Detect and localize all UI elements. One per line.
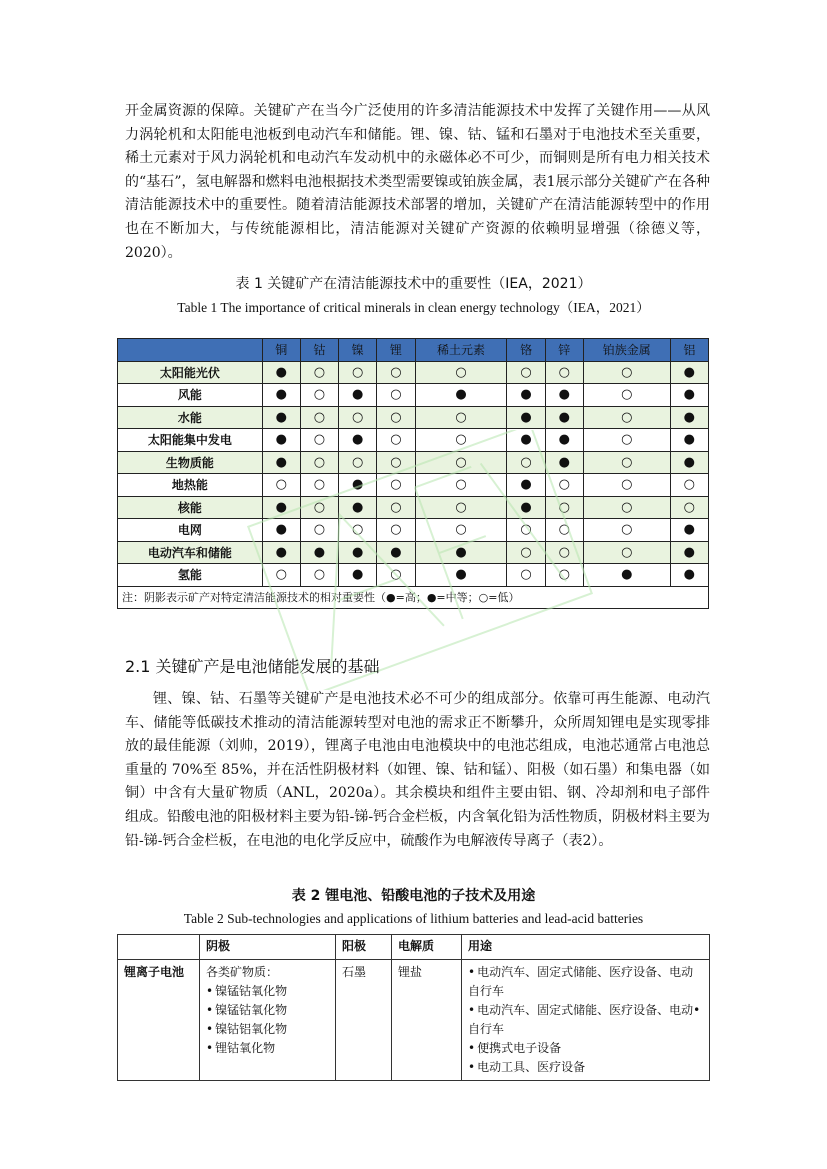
- importance-cell: ○: [545, 564, 583, 587]
- row-label: 电网: [118, 519, 263, 542]
- table-1-col-header: 铂族金属: [583, 339, 670, 362]
- table-1-col-header: 锌: [545, 339, 583, 362]
- importance-cell: ●: [262, 406, 300, 429]
- importance-cell: ○: [583, 474, 670, 497]
- importance-cell: ○: [300, 429, 338, 452]
- importance-cell: ●: [339, 384, 377, 407]
- importance-cell: ○: [545, 496, 583, 519]
- importance-cell: ●: [507, 474, 545, 497]
- table-1-corner: [118, 339, 263, 362]
- importance-cell: ○: [300, 519, 338, 542]
- importance-cell: ○: [583, 541, 670, 564]
- importance-cell: ●: [670, 384, 708, 407]
- importance-cell: ●: [670, 406, 708, 429]
- importance-cell: ○: [300, 406, 338, 429]
- importance-cell: ●: [415, 541, 507, 564]
- table-2-col-header: 用途: [462, 935, 710, 960]
- row-label: 风能: [118, 384, 263, 407]
- importance-cell: ●: [507, 384, 545, 407]
- row-label: 氢能: [118, 564, 263, 587]
- importance-cell: ○: [545, 361, 583, 384]
- importance-cell: ○: [377, 496, 415, 519]
- importance-cell: ○: [583, 429, 670, 452]
- row-label: 电动汽车和储能: [118, 541, 263, 564]
- cathode-item: • 镍钴铝氧化物: [206, 1020, 329, 1039]
- table-row: [118, 429, 709, 452]
- importance-cell: ●: [507, 429, 545, 452]
- importance-cell: ●: [670, 361, 708, 384]
- importance-cell: ○: [583, 361, 670, 384]
- importance-cell: ●: [300, 541, 338, 564]
- importance-cell: ○: [377, 474, 415, 497]
- body-paragraph-2: 锂、镍、钴、石墨等关键矿产是电池技术必不可少的组成部分。依靠可再生能源、电动汽车、储能等低碳技术推动的清洁能源转型对电池的需求正不断攀升，众所周知锂电是实现零排放的最佳能源（刘帅，2019），锂离子电池由电池模块中的电池芯组成，电池芯通常占电池总重量的 70%至 85%，并在活性阴极材料（如锂、镍、钴和锰）、阳极（如石墨）和集电器（如铜）中含有大量矿物质（ANL，2020a）。其余模块和组件主要由铝、钢、冷却剂和电子部件组成。铅酸电池的阳极材料主要为铅-锑-钙合金栏板，内含氧化铅为活性物质，阴极材料主要为铅-锑-钙合金栏板，在电池的电化学反应中，硫酸作为电解液传导离子（表2）。: [125, 691, 710, 849]
- table-2-caption-zh: 表 2 锂电池、铅酸电池的子技术及用途: [291, 888, 536, 904]
- importance-cell: ●: [339, 541, 377, 564]
- importance-cell: ○: [300, 496, 338, 519]
- row-label: 核能: [118, 496, 263, 519]
- importance-cell: ●: [670, 541, 708, 564]
- use-item: • 电动工具、医疗设备: [468, 1058, 703, 1077]
- importance-cell: ●: [507, 406, 545, 429]
- importance-cell: ○: [300, 451, 338, 474]
- importance-cell: ●: [339, 474, 377, 497]
- importance-cell: ○: [545, 541, 583, 564]
- importance-cell: ●: [545, 406, 583, 429]
- importance-cell: ○: [377, 519, 415, 542]
- table-1-header-row: [118, 339, 709, 362]
- cathode-item: • 锂钴氧化物: [206, 1039, 329, 1058]
- table-1-col-header: 稀土元素: [415, 339, 507, 362]
- importance-cell: ○: [415, 519, 507, 542]
- importance-cell: ●: [262, 429, 300, 452]
- table-1: [117, 338, 709, 609]
- importance-cell: ●: [339, 564, 377, 587]
- use-item: • 电动汽车、固定式储能、医疗设备、电动自行车: [468, 963, 703, 1001]
- row-label: 水能: [118, 406, 263, 429]
- row-label: 太阳能光伏: [118, 361, 263, 384]
- importance-cell: ●: [670, 519, 708, 542]
- importance-cell: ●: [377, 541, 415, 564]
- importance-cell: ○: [415, 429, 507, 452]
- row-label: 地热能: [118, 474, 263, 497]
- importance-cell: ●: [339, 429, 377, 452]
- importance-cell: ○: [583, 384, 670, 407]
- importance-cell: ○: [583, 519, 670, 542]
- importance-cell: ○: [300, 384, 338, 407]
- table-row: [118, 564, 709, 587]
- importance-cell: ○: [377, 564, 415, 587]
- table-1-col-header: 铝: [670, 339, 708, 362]
- table-1-caption-en: Table 1 The importance of critical minerals in clean energy technology（IEA，2021）: [177, 300, 650, 315]
- importance-cell: ●: [545, 384, 583, 407]
- body-paragraph-1: 开金属资源的保障。关键矿产在当今广泛使用的许多清洁能源技术中发挥了关键作用——从风力涡轮机和太阳能电池板到电动汽车和储能。锂、镍、钴、锰和石墨对于电池技术至关重要，稀土元素对于风力涡轮机和电动汽车发动机中的永磁体必不可少，而铜则是所有电力相关技术的“基石”，氢电解器和燃料电池根据技术类型需要镍或铂族金属，表1展示部分关键矿产在各种清洁能源技术中的重要性。随着清洁能源技术部署的增加，关键矿产在清洁能源转型中的作用也在不断加大，与传统能源相比，清洁能源对关键矿产资源的依赖明显增强（徐德义等，2020）。: [125, 103, 710, 261]
- importance-cell: ○: [670, 474, 708, 497]
- importance-cell: ●: [670, 451, 708, 474]
- importance-cell: ○: [377, 406, 415, 429]
- anode-cell: 石墨: [336, 960, 392, 1081]
- importance-cell: ○: [415, 406, 507, 429]
- table-2-header-row: [118, 935, 710, 960]
- importance-cell: ○: [545, 474, 583, 497]
- importance-cell: ○: [583, 406, 670, 429]
- table-2: [117, 934, 710, 1081]
- importance-cell: ○: [300, 474, 338, 497]
- cathode-intro: 各类矿物质：: [206, 965, 279, 979]
- table-1-caption-zh: 表 1 关键矿产在清洁能源技术中的重要性（IEA，2021）: [235, 276, 592, 292]
- importance-cell: ○: [262, 564, 300, 587]
- cathode-cell: [200, 960, 336, 1081]
- table-row: [118, 960, 710, 1081]
- section-heading: 2.1 关键矿产是电池储能发展的基础: [125, 657, 380, 676]
- importance-cell: ●: [415, 384, 507, 407]
- table-row: [118, 451, 709, 474]
- importance-cell: ●: [262, 384, 300, 407]
- use-item: • 电动汽车、固定式储能、医疗设备、电动•自行车: [468, 1001, 703, 1039]
- table-1-col-header: 铜: [262, 339, 300, 362]
- importance-cell: ○: [507, 451, 545, 474]
- table-1-col-header: 锂: [377, 339, 415, 362]
- importance-cell: ○: [415, 474, 507, 497]
- importance-cell: ○: [415, 496, 507, 519]
- importance-cell: ●: [262, 496, 300, 519]
- table-row: [118, 406, 709, 429]
- importance-cell: ●: [507, 496, 545, 519]
- table-2-caption-en: Table 2 Sub-technologies and applications of lithium batteries and lead-acid batteries: [183, 911, 644, 926]
- importance-cell: ○: [583, 496, 670, 519]
- table-row: [118, 384, 709, 407]
- importance-cell: ○: [339, 406, 377, 429]
- importance-cell: ○: [507, 541, 545, 564]
- electrolyte-cell: 锂盐: [392, 960, 462, 1081]
- uses-list: [468, 963, 703, 1077]
- importance-cell: ○: [300, 361, 338, 384]
- importance-cell: ○: [300, 564, 338, 587]
- table-2-corner: [118, 935, 200, 960]
- table-1-col-header: 镍: [339, 339, 377, 362]
- importance-cell: ○: [377, 451, 415, 474]
- table-2-col-header: 阴极: [200, 935, 336, 960]
- table-row: [118, 519, 709, 542]
- importance-cell: ○: [415, 361, 507, 384]
- importance-cell: ○: [262, 474, 300, 497]
- importance-cell: ●: [545, 451, 583, 474]
- table-1-col-header: 钴: [300, 339, 338, 362]
- importance-cell: ○: [377, 361, 415, 384]
- table-2-col-header: 阳极: [336, 935, 392, 960]
- table-row: [118, 474, 709, 497]
- importance-cell: ●: [262, 451, 300, 474]
- importance-cell: ●: [262, 519, 300, 542]
- cathode-item: • 镍锰钴氧化物: [206, 982, 329, 1001]
- row-label: 锂离子电池: [118, 960, 200, 1081]
- importance-cell: ○: [670, 496, 708, 519]
- importance-cell: ●: [262, 361, 300, 384]
- table-1-note-row: [118, 586, 709, 608]
- importance-cell: ●: [670, 429, 708, 452]
- table-row: [118, 496, 709, 519]
- importance-cell: ○: [339, 519, 377, 542]
- importance-cell: ○: [507, 564, 545, 587]
- importance-cell: ○: [377, 384, 415, 407]
- use-item: • 便携式电子设备: [468, 1039, 703, 1058]
- table-1-note: 注：阴影表示矿产对特定清洁能源技术的相对重要性（●=高；●=中等；○=低）: [118, 586, 709, 608]
- importance-cell: ○: [415, 451, 507, 474]
- table-2-col-header: 电解质: [392, 935, 462, 960]
- importance-cell: ●: [545, 429, 583, 452]
- importance-cell: ○: [339, 451, 377, 474]
- importance-cell: ●: [339, 496, 377, 519]
- importance-cell: ○: [545, 519, 583, 542]
- importance-cell: ○: [507, 519, 545, 542]
- cathode-list: [206, 982, 329, 1058]
- table-row: [118, 541, 709, 564]
- importance-cell: ○: [377, 429, 415, 452]
- cathode-item: • 镍锰钴氧化物: [206, 1001, 329, 1020]
- importance-cell: ●: [415, 564, 507, 587]
- importance-cell: ●: [583, 564, 670, 587]
- uses-cell: [462, 960, 710, 1081]
- importance-cell: ●: [262, 541, 300, 564]
- row-label: 太阳能集中发电: [118, 429, 263, 452]
- importance-cell: ●: [670, 564, 708, 587]
- importance-cell: ○: [507, 361, 545, 384]
- row-label: 生物质能: [118, 451, 263, 474]
- table-1-col-header: 铬: [507, 339, 545, 362]
- table-row: [118, 361, 709, 384]
- importance-cell: ○: [583, 451, 670, 474]
- importance-cell: ○: [339, 361, 377, 384]
